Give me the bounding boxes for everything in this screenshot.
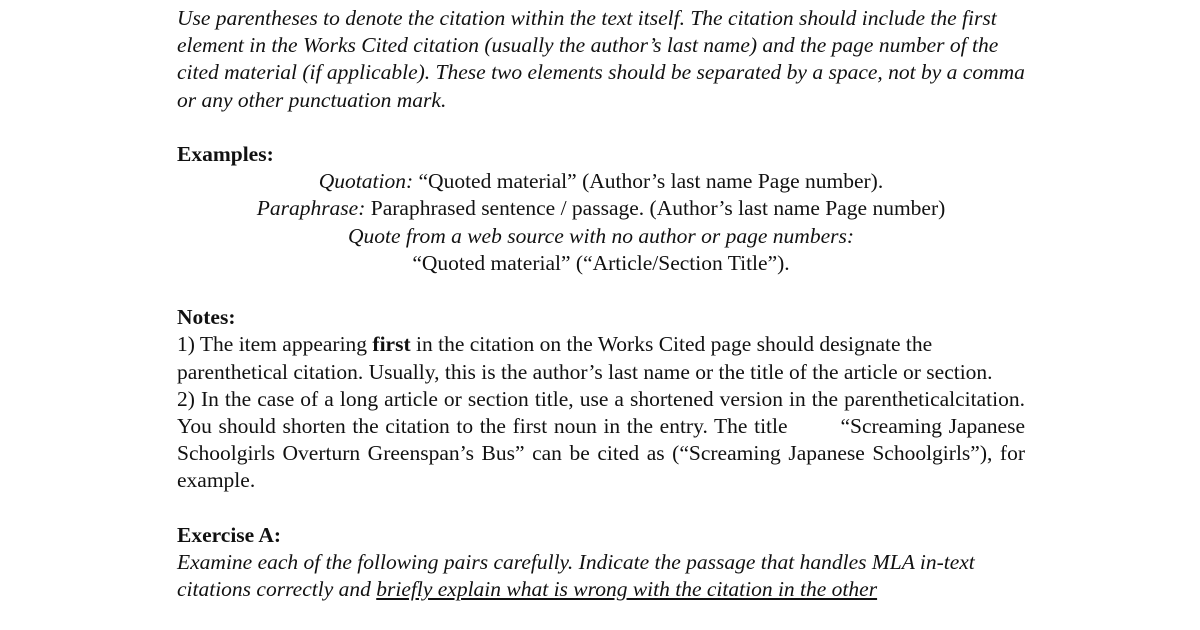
notes-section <box>177 304 1031 494</box>
intro-paragraph: Use parentheses to denote the citation within the text itself. The citation should include the first element in the Works Cited citation (usually the author’s last name) and the page number of the cited material (if applicable). These two elements should be separated by a space, not by a comma or any other punctuation mark. <box>177 6 1025 112</box>
spacer <box>177 114 1025 141</box>
spacer <box>177 277 1025 304</box>
quotation-text: “Quoted material” (Author’s last name Page number). <box>413 169 884 194</box>
exercise-underlined-text: briefly explain what is wrong with the citation in the other <box>376 577 878 602</box>
paraphrase-text: Paraphrased sentence / passage. (Author’s last name Page number) <box>365 196 946 221</box>
exercise-section <box>177 522 1025 604</box>
note-1 <box>177 331 1025 385</box>
quotation-label: Quotation: <box>318 169 414 194</box>
notes-heading: Notes: <box>177 305 236 330</box>
paraphrase-example <box>177 195 1025 222</box>
exercise-text: Examine each of the following pairs carefully. Indicate the passage that handles MLA in-text citations correctly and <box>177 550 975 602</box>
note-1-pre: 1) The item appearing <box>177 332 373 357</box>
examples-section <box>177 141 1025 277</box>
spacer <box>177 495 1025 522</box>
exercise-instructions <box>177 549 1025 603</box>
examples-heading: Examples: <box>177 142 274 166</box>
note-2: 2) In the case of a long article or section title, use a shortened version in the parentheticalcitation. You should shorten the citation to the first noun in the entry. The title “Screaming Japanese Schoolgirls Overturn Greenspan’s Bus” can be cited as (“Screaming Japanese Schoolgirls”), for example. <box>177 386 1031 493</box>
quotation-example <box>177 168 1025 195</box>
note-1-emphasis: first <box>372 332 411 357</box>
web-source-example: “Quoted material” (“Article/Section Title”). <box>412 250 790 275</box>
exercise-heading: Exercise A: <box>177 522 282 547</box>
paraphrase-label: Paraphrase: <box>256 196 366 221</box>
web-source-label: Quote from a web source with no author or page numbers: <box>347 223 855 248</box>
note-1-post: in the citation on the Works Cited page should designate the parenthetical citation. Usually, this is the author’s last name or the title of the article or section. <box>177 332 993 384</box>
document-page <box>177 5 1031 603</box>
